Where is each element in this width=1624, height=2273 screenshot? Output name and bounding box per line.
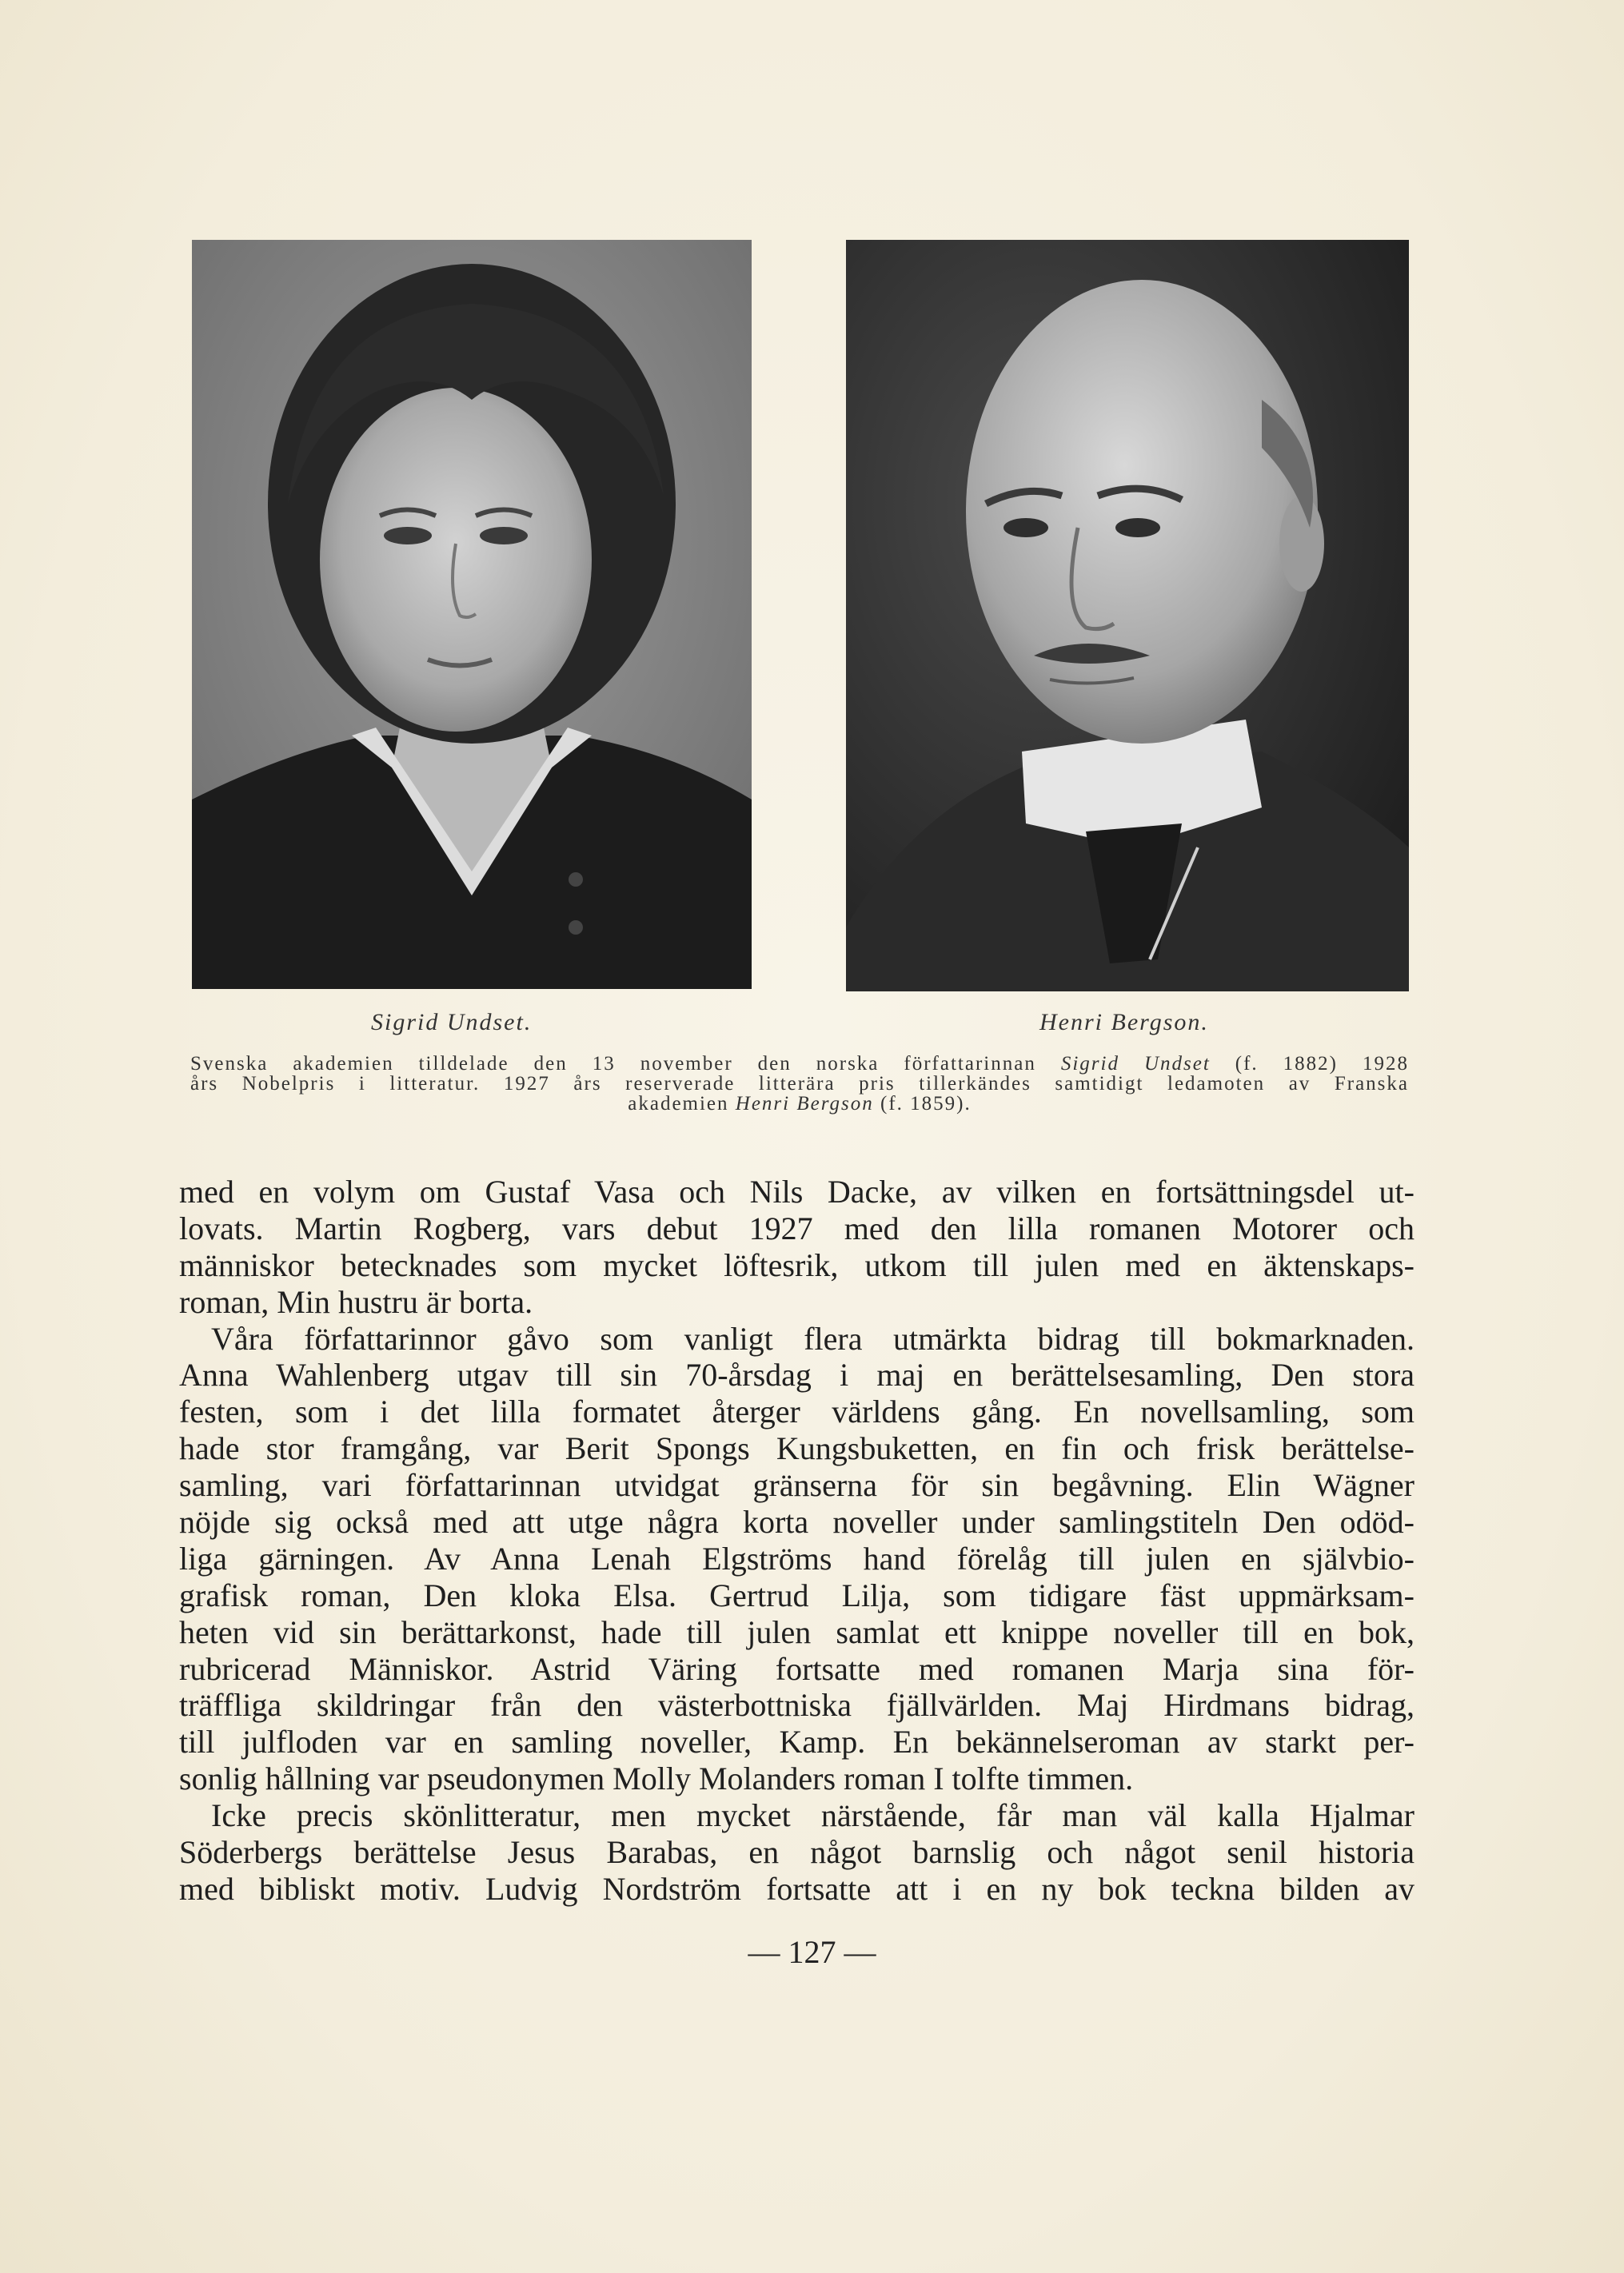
text-line: människor betecknades som mycket löftesrik, utkom till julen med en äktenskaps- [179, 1246, 1415, 1283]
text-line: lovats. Martin Rogberg, vars debut 1927 med den lilla romanen Motorer och [179, 1210, 1415, 1246]
caption-line: akademien Henri Bergson (f. 1859). [628, 1093, 972, 1115]
undset-photo-label: Sigrid Undset. [371, 1009, 533, 1035]
text-line: festen, som i det lilla formatet återger världens gång. En novellsamling, som [179, 1394, 1415, 1430]
text-line: Söderbergs berättelse Jesus Barabas, en något barnslig och något senil historia [179, 1834, 1415, 1871]
text-line: samling, vari författarinnan utvidgat gränserna för sin begåvning. Elin Wägner [179, 1467, 1415, 1504]
text-line: liga gärningen. Av Anna Lenah Elgströms hand förelåg till julen en självbio- [179, 1540, 1415, 1577]
portrait-undset-photo [192, 240, 752, 989]
portrait-man-image [846, 240, 1409, 991]
text-line: träffliga skildringar från den västerbottniska fjällvärlden. Maj Hirdmans bidrag, [179, 1687, 1415, 1724]
text-line: med bibliskt motiv. Ludvig Nordström fortsatte att i en ny bok teckna bilden av [179, 1870, 1415, 1907]
text-line: Anna Wahlenberg utgav till sin 70-årsdag i maj en berättelsesamling, Den stora [179, 1357, 1415, 1394]
caption-line: års Nobelpris i litteratur. 1927 års reserverade litterära pris tillerkändes samtidigt ledamoten av Franska [190, 1073, 1409, 1095]
text-line: Icke precis skönlitteratur, men mycket närstående, får man väl kalla Hjalmar [211, 1797, 1415, 1834]
text-line: sonlig hållning var pseudonymen Molly Molanders roman I tolfte timmen. [179, 1761, 1134, 1797]
text-line: heten vid sin berättarkonst, hade till julen samlat ett knippe noveller till en bok, [179, 1613, 1415, 1650]
text-line: hade stor framgång, var Berit Spongs Kungsbuketten, en fin och frisk berättelse- [179, 1430, 1415, 1467]
text-line: roman, Min hustru är borta. [179, 1283, 533, 1320]
page-number: — 127 — [748, 1934, 876, 1970]
text-line: rubricerad Människor. Astrid Väring fortsatte med romanen Marja sina för- [179, 1650, 1415, 1687]
text-line: med en volym om Gustaf Vasa och Nils Dacke, av vilken en fortsättningsdel ut- [179, 1174, 1415, 1210]
caption-line: Svenska akademien tilldelade den 13 november den norska författarinnan Sigrid Undset (f. 1882) 1928 [190, 1053, 1409, 1075]
figure-caption [190, 1054, 1409, 1114]
text-line: nöjde sig också med att utge några korta noveller under samlingstiteln Den odöd- [179, 1504, 1415, 1541]
text-line: Våra författarinnor gåvo som vanligt flera utmärkta bidrag till bokmarknaden. [211, 1320, 1415, 1357]
portrait-woman-image [192, 240, 752, 989]
text-line: grafisk roman, Den kloka Elsa. Gertrud Lilja, som tidigare fäst uppmärksam- [179, 1577, 1415, 1613]
bergson-photo-label: Henri Bergson. [1039, 1009, 1209, 1035]
portrait-bergson-photo [846, 240, 1409, 991]
body-text [179, 1174, 1415, 1908]
text-line: till julfloden var en samling noveller, Kamp. En bekännelseroman av starkt per- [179, 1724, 1415, 1761]
